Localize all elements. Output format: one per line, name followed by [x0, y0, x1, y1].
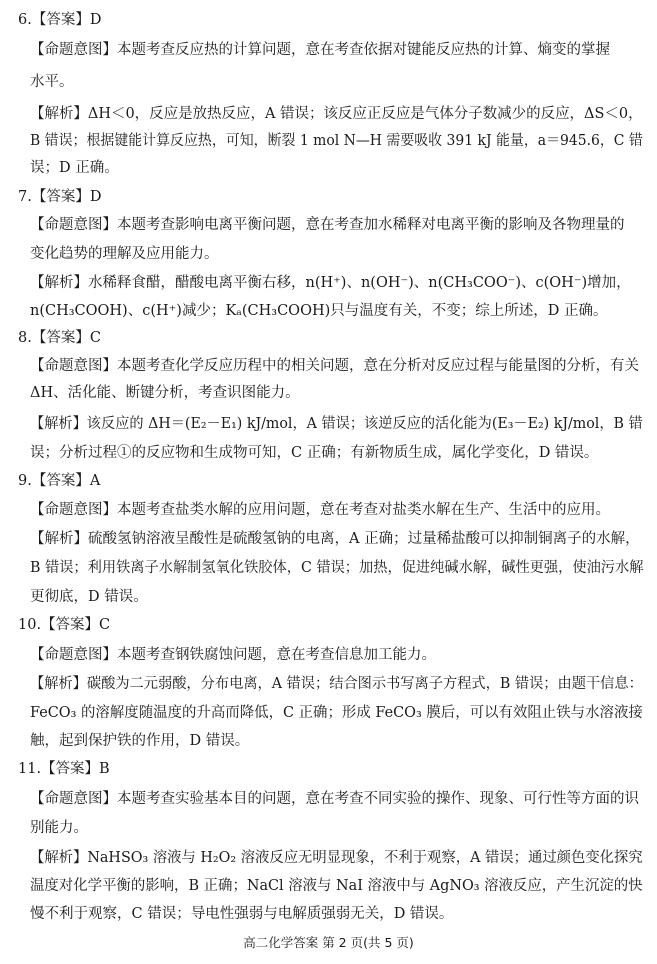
q7-intent-line-2: 变化趋势的理解及应用能力。 — [30, 246, 219, 262]
q11-analysis-line-1: 【解析】NaHSO₃ 溶液与 H₂O₂ 溶液反应无明显现象，不利于观察，A 错误；通过颜色变化探究 — [30, 850, 643, 866]
q7-analysis-line-1: 【解析】水稀释食醋，醋酸电离平衡右移，n(H⁺)、n(OH⁻)、n(CH₃COO⁻)、c(OH⁻)增加， — [30, 275, 631, 291]
q8-analysis-line-1: 【解析】该反应的 ΔH＝(E₂－E₁) kJ/mol，A 错误；该逆反应的活化能为(E₃－E₂) kJ/mol，B 错 — [30, 416, 643, 432]
q11-answer: 11.【答案】B — [18, 761, 110, 777]
q6-analysis-line-2: B 错误；根据键能计算反应热，可知，断裂 1 mol N—H 需要吸收 391 kJ 能量，a＝945.6，C 错 — [30, 133, 643, 149]
q8-analysis-line-2: 误；分析过程①的反应物和生成物可知，C 正确；有新物质生成，属化学变化，D 错误。 — [30, 445, 599, 461]
q9-answer: 9.【答案】A — [18, 473, 101, 489]
q6-answer: 6.【答案】D — [18, 12, 102, 28]
q11-analysis-line-2: 温度对化学平衡的影响，B 正确；NaCl 溶液与 NaI 溶液中与 AgNO₃ 溶液反应，产生沉淀的快 — [30, 878, 643, 894]
q6-intent-line-1: 【命题意图】本题考查反应热的计算问题，意在考查依据对键能反应热的计算、熵变的掌握 — [30, 42, 610, 58]
q10-intent-line-1: 【命题意图】本题考查钢铁腐蚀问题，意在考查信息加工能力。 — [30, 647, 436, 663]
q10-answer: 10.【答案】C — [18, 617, 111, 633]
q10-analysis-line-1: 【解析】碳酸为二元弱酸，分布电离，A 错误；结合图示书写离子方程式，B 错误；由题干信息： — [30, 676, 643, 692]
q10-analysis-line-3: 触，起到保护铁的作用，D 错误。 — [30, 733, 250, 749]
q9-analysis-line-3: 更彻底，D 错误。 — [30, 589, 148, 605]
q11-intent-line-1: 【命题意图】本题考查实验基本目的问题，意在考查不同实验的操作、现象、可行性等方面的识 — [30, 791, 639, 807]
q8-answer: 8.【答案】C — [18, 330, 101, 346]
q6-intent-line-2: 水平。 — [30, 74, 74, 90]
q8-intent-line-2: ΔH、活化能、断键分析，考查识图能力。 — [30, 385, 300, 401]
q9-analysis-line-1: 【解析】硫酸氢钠溶液呈酸性是硫酸氢钠的电离，A 正确；过量稀盐酸可以抑制铜离子的水解， — [30, 531, 640, 547]
q9-analysis-line-2: B 错误；利用铁离子水解制氢氧化铁胶体，C 错误；加热，促进纯碱水解，碱性更强，使油污水解 — [30, 560, 644, 576]
q6-analysis-line-3: 误；D 正确。 — [30, 160, 119, 176]
q11-analysis-line-3: 慢不利于观察，C 错误；导电性强弱与电解质强弱无关，D 错误。 — [30, 906, 454, 922]
q7-answer: 7.【答案】D — [18, 189, 102, 205]
page-footer: 高二化学答案 第 2 页(共 5 页) — [243, 935, 414, 950]
q7-analysis-line-2: n(CH₃COOH)、c(H⁺)减少；Kₐ(CH₃COOH)只与温度有关，不变；综上所述，D 正确。 — [30, 303, 608, 319]
q10-analysis-line-2: FeCO₃ 的溶解度随温度的升高而降低，C 正确；形成 FeCO₃ 膜后，可以有效阻止铁与水溶液接 — [30, 705, 643, 721]
q11-intent-line-2: 别能力。 — [30, 820, 88, 836]
q8-intent-line-1: 【命题意图】本题考查化学反应历程中的相关问题，意在分析对反应过程与能量图的分析，有关 — [30, 358, 639, 374]
q7-intent-line-1: 【命题意图】本题考查影响电离平衡问题，意在考查加水稀释对电离平衡的影响及各物理量的 — [30, 217, 625, 233]
q6-analysis-line-1: 【解析】ΔH＜0，反应是放热反应，A 错误；该反应正反应是气体分子数减少的反应，ΔS＜0， — [30, 106, 643, 122]
q9-intent-line-1: 【命题意图】本题考查盐类水解的应用问题，意在考查对盐类水解在生产、生活中的应用。 — [30, 502, 610, 518]
